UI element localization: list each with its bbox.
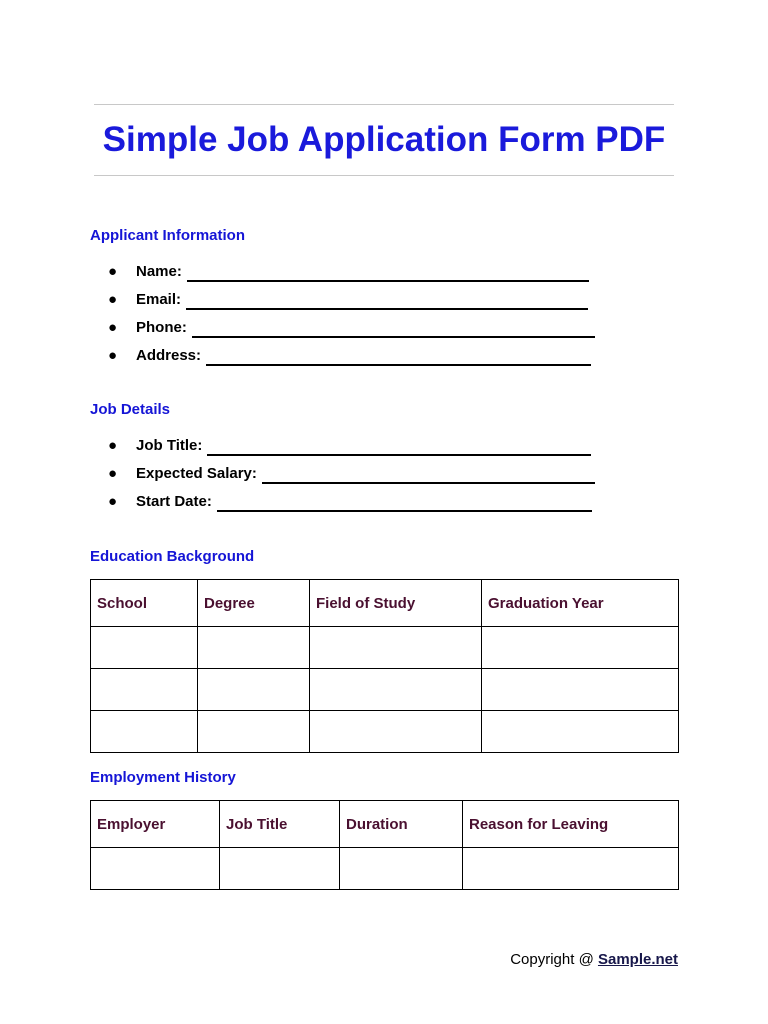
bullet-icon: ● — [108, 437, 118, 454]
expected-salary-label: Expected Salary: — [136, 465, 257, 482]
table-cell[interactable] — [91, 711, 198, 753]
expected-salary-input-line[interactable] — [262, 467, 595, 484]
education-section-heading: Education Background — [90, 548, 255, 565]
name-label: Name: — [136, 263, 182, 280]
table-cell[interactable] — [482, 627, 679, 669]
table-cell[interactable] — [220, 848, 340, 890]
table-cell[interactable] — [91, 669, 198, 711]
bullet-icon: ● — [108, 465, 118, 482]
copyright-prefix: Copyright @ — [510, 951, 598, 968]
employer-column-header: Employer — [91, 801, 220, 848]
graduation-year-column-header: Graduation Year — [482, 580, 679, 627]
page-title: Simple Job Application Form PDF — [102, 120, 666, 159]
address-label: Address: — [136, 347, 202, 364]
bullet-icon: ● — [108, 291, 118, 308]
table-cell[interactable] — [463, 848, 679, 890]
table-cell[interactable] — [340, 848, 463, 890]
bullet-icon: ● — [108, 347, 118, 364]
start-date-label: Start Date: — [136, 493, 212, 510]
reason-for-leaving-column-header: Reason for Leaving — [463, 801, 679, 848]
address-input-line[interactable] — [206, 349, 591, 366]
job-section-heading: Job Details — [90, 401, 171, 418]
field-of-study-column-header: Field of Study — [310, 580, 482, 627]
table-cell[interactable] — [198, 711, 310, 753]
education-header-row — [91, 580, 679, 627]
job-title-column-header: Job Title — [220, 801, 340, 848]
table-row — [91, 669, 679, 711]
employment-table — [90, 800, 679, 890]
job-title-input-line[interactable] — [207, 439, 591, 456]
bullet-icon: ● — [108, 493, 118, 510]
table-cell[interactable] — [91, 848, 220, 890]
applicant-section-heading: Applicant Information — [90, 227, 245, 244]
copyright-footer — [470, 950, 678, 970]
table-cell[interactable] — [482, 711, 679, 753]
email-label: Email: — [136, 291, 182, 308]
title-top-rule — [94, 104, 674, 105]
employment-header-row — [91, 801, 679, 848]
table-cell[interactable] — [91, 627, 198, 669]
phone-input-line[interactable] — [192, 321, 595, 338]
bullet-icon: ● — [108, 263, 118, 280]
email-input-line[interactable] — [186, 293, 588, 310]
start-date-input-line[interactable] — [217, 495, 592, 512]
name-input-line[interactable] — [187, 265, 589, 282]
brand-link[interactable]: Sample.net — [597, 951, 678, 968]
duration-column-header: Duration — [340, 801, 463, 848]
table-cell[interactable] — [310, 627, 482, 669]
phone-label: Phone: — [136, 319, 187, 336]
table-row — [91, 848, 679, 890]
school-column-header: School — [91, 580, 198, 627]
bullet-icon: ● — [108, 319, 118, 336]
degree-column-header: Degree — [198, 580, 310, 627]
table-cell[interactable] — [482, 669, 679, 711]
table-row — [91, 627, 679, 669]
table-cell[interactable] — [310, 669, 482, 711]
title-bottom-rule — [94, 175, 674, 176]
table-cell[interactable] — [198, 669, 310, 711]
job-title-label: Job Title: — [136, 437, 203, 454]
employment-section-heading: Employment History — [90, 769, 236, 786]
table-cell[interactable] — [310, 711, 482, 753]
table-row — [91, 711, 679, 753]
education-table — [90, 579, 679, 753]
table-cell[interactable] — [198, 627, 310, 669]
